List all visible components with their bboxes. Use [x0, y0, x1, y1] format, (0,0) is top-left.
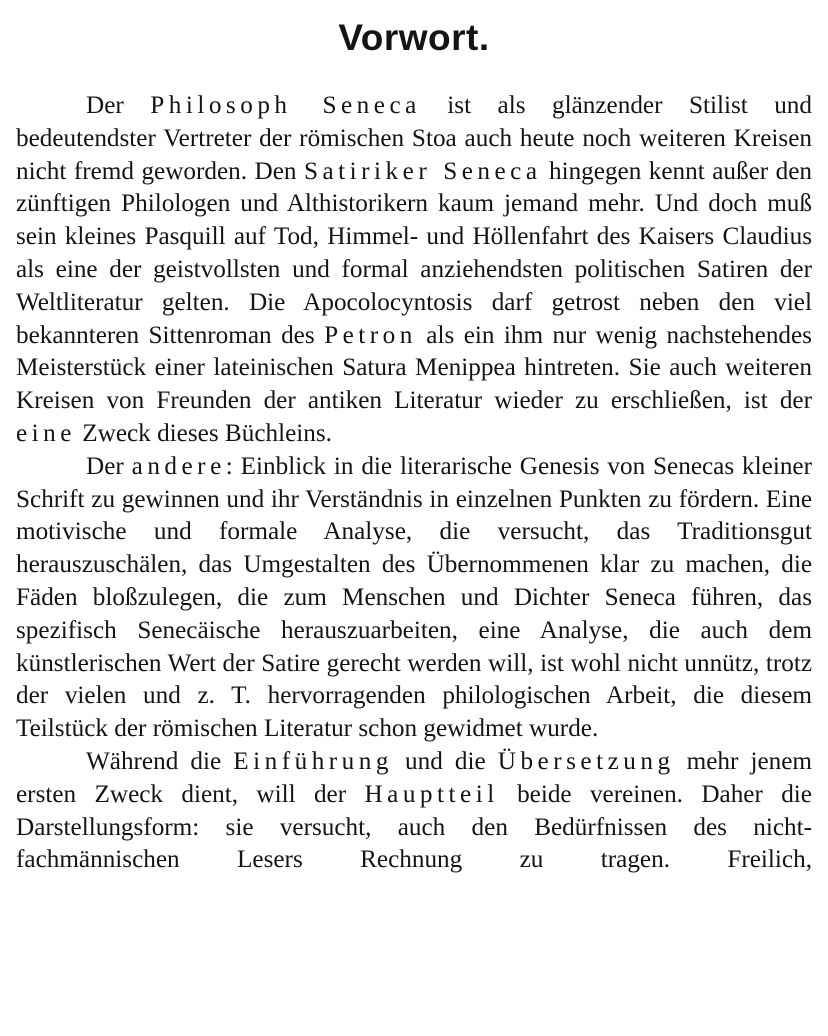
paragraph-3 — [16, 746, 812, 877]
emphasized-text: Einführung — [233, 747, 393, 775]
text-run: Der — [86, 452, 132, 480]
text-run: Zweck dieses Büchleins. — [75, 419, 332, 447]
text-run: ist als glänzender Stilist und bedeutendster Vertreter der römischen Stoa auch heute noch weiteren Kreisen nicht fremd geworden. Den — [16, 92, 812, 185]
emphasized-text: Satiriker Seneca — [303, 157, 542, 185]
emphasized-text: andere — [131, 452, 226, 480]
emphasized-text: Hauptteil — [364, 780, 499, 808]
text-run: als ein ihm nur wenig nachstehendes Meisterstück einer lateinischen Satura Menippea hintreten. Sie auch weiteren Kreisen von Freunden der antiken Literatur wieder zu erschließen, ist der — [16, 321, 812, 415]
text-run: und die — [392, 747, 498, 775]
emphasized-text: eine — [16, 419, 76, 447]
body-text — [16, 90, 812, 877]
paragraph-2 — [16, 451, 812, 746]
text-run: hingegen kennt außer den zünftigen Philologen und Althistorikern kaum jemand mehr. Und doch muß sein kleines Pasquill auf Tod, Himmel- und Höllenfahrt des Kaisers Claudius als eine der geistvollsten und formal anziehendsten politischen Satiren der Weltliteratur gelten. Die Apocolocyntosis darf getrost neben den viel bekannteren Sittenroman des — [16, 157, 812, 349]
text-run: Der — [86, 92, 151, 119]
text-run: Während die — [86, 747, 234, 775]
emphasized-text: Übersetzung — [497, 747, 675, 775]
document-page — [16, 0, 812, 1036]
emphasized-text: Petron — [324, 321, 417, 349]
page-title: Vorwort. — [338, 17, 490, 58]
text-run: mehr jenem ersten Zweck dient, will der — [16, 747, 812, 808]
emphasized-text: Philosoph Seneca — [150, 92, 421, 119]
text-run: beide vereinen. Daher die Darstellungsform: sie versucht, auch den Bedürfnissen des nicht-fachmännischen Lesers Rechnung zu tragen. Freilich, — [16, 780, 812, 874]
text-run: : Einblick in die literarische Genesis von Senecas kleiner Schrift zu gewinnen und ihr Verständnis in einzelnen Punkten zu fördern. Eine motivische und formale Analyse, die versucht, das Traditionsgut herauszuschälen, das Umgestalten des Übernommenen klar zu machen, die Fäden bloßzulegen, die zum Menschen und Dichter Seneca führen, das spezifisch Senecäische herauszuarbeiten, eine Analyse, die auch dem künstlerischen Wert der Satire gerecht werden will, ist wohl nicht unnütz, trotz der vielen und z. T. hervorragenden philologischen Arbeit, die diesem Teilstück der römischen Literatur schon gewidmet wurde. — [16, 452, 812, 743]
paragraph-1 — [16, 90, 812, 451]
